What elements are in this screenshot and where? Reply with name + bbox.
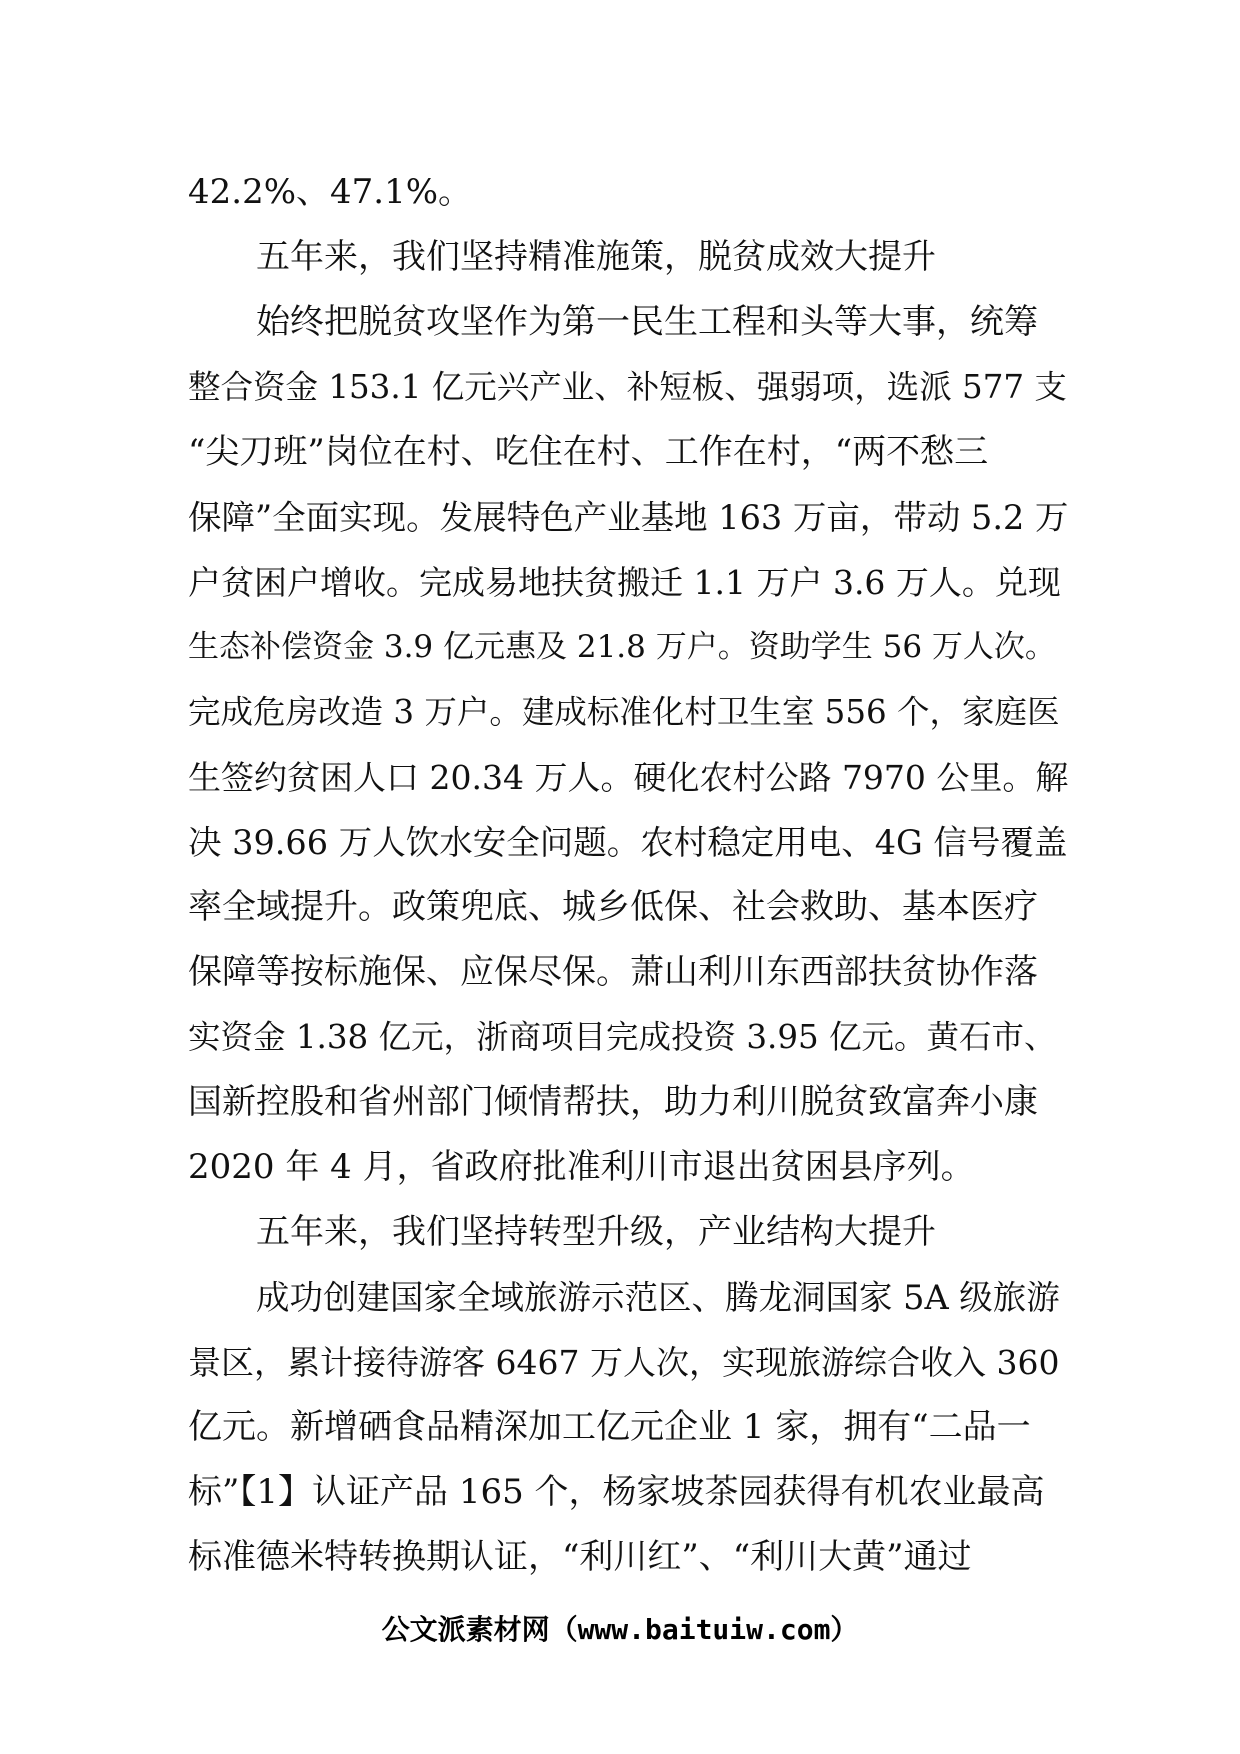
text-line: 标准德米特转换期认证，“利川红”、“利川大黄”通过 [188,1537,972,1577]
text-line: 成功创建国家全域旅游示范区、腾龙洞国家 5A 级旅游 [256,1278,1060,1317]
text-line: 保障”全面实现。发展特色产业基地 163 万亩，带动 5.2 万 [188,498,1069,537]
text-line: 亿元。新增硒食品精深加工亿元企业 1 家，拥有“二品一 [188,1407,1031,1447]
body-text [188,160,1068,1590]
text-line: 国新控股和省州部门倾情帮扶，助力利川脱贫致富奔小康 [188,1082,1038,1122]
text-line: 2020 年 4 月，省政府批准利川市退出贫困县序列。 [188,1147,975,1187]
text-line: 整合资金 153.1 亿元兴产业、补短板、强弱项，选派 577 支 [188,368,1067,406]
text-line: 标”【1】认证产品 165 个，杨家坡茶园获得有机农业最高 [188,1472,1045,1512]
footer-watermark: 公文派素材网（www.baituiw.com） [381,1613,859,1646]
text-line: 五年来，我们坚持精准施策，脱贫成效大提升 [256,237,936,277]
text-line: 景区，累计接待游客 6467 万人次，实现旅游综合收入 360 [188,1343,1060,1382]
text-line: 生签约贫困人口 20.34 万人。硬化农村公路 7970 公里。解 [188,758,1069,797]
text-line: 五年来，我们坚持转型升级，产业结构大提升 [256,1212,936,1252]
text-line: “尖刀班”岗位在村、吃住在村、工作在村，“两不愁三 [188,432,989,472]
text-line: 率全域提升。政策兜底、城乡低保、社会救助、基本医疗 [188,887,1038,927]
text-line: 始终把脱贫攻坚作为第一民生工程和头等大事，统筹 [256,302,1038,342]
text-line: 决 39.66 万人饮水安全问题。农村稳定用电、4G 信号覆盖 [188,823,1068,862]
text-line: 完成危房改造 3 万户。建成标准化村卫生室 556 个，家庭医 [188,693,1060,731]
text-line: 42.2%、47.1%。 [188,172,473,212]
text-line: 保障等按标施保、应保尽保。萧山利川东西部扶贫协作落 [188,952,1038,992]
text-line: 实资金 1.38 亿元，浙商项目完成投资 3.95 亿元。黄石市、 [188,1018,1057,1056]
text-line: 生态补偿资金 3.9 亿元惠及 21.8 万户。资助学生 56 万人次。 [188,629,1056,665]
text-line: 户贫困户增收。完成易地扶贫搬迁 1.1 万户 3.6 万人。兑现 [188,563,1061,602]
